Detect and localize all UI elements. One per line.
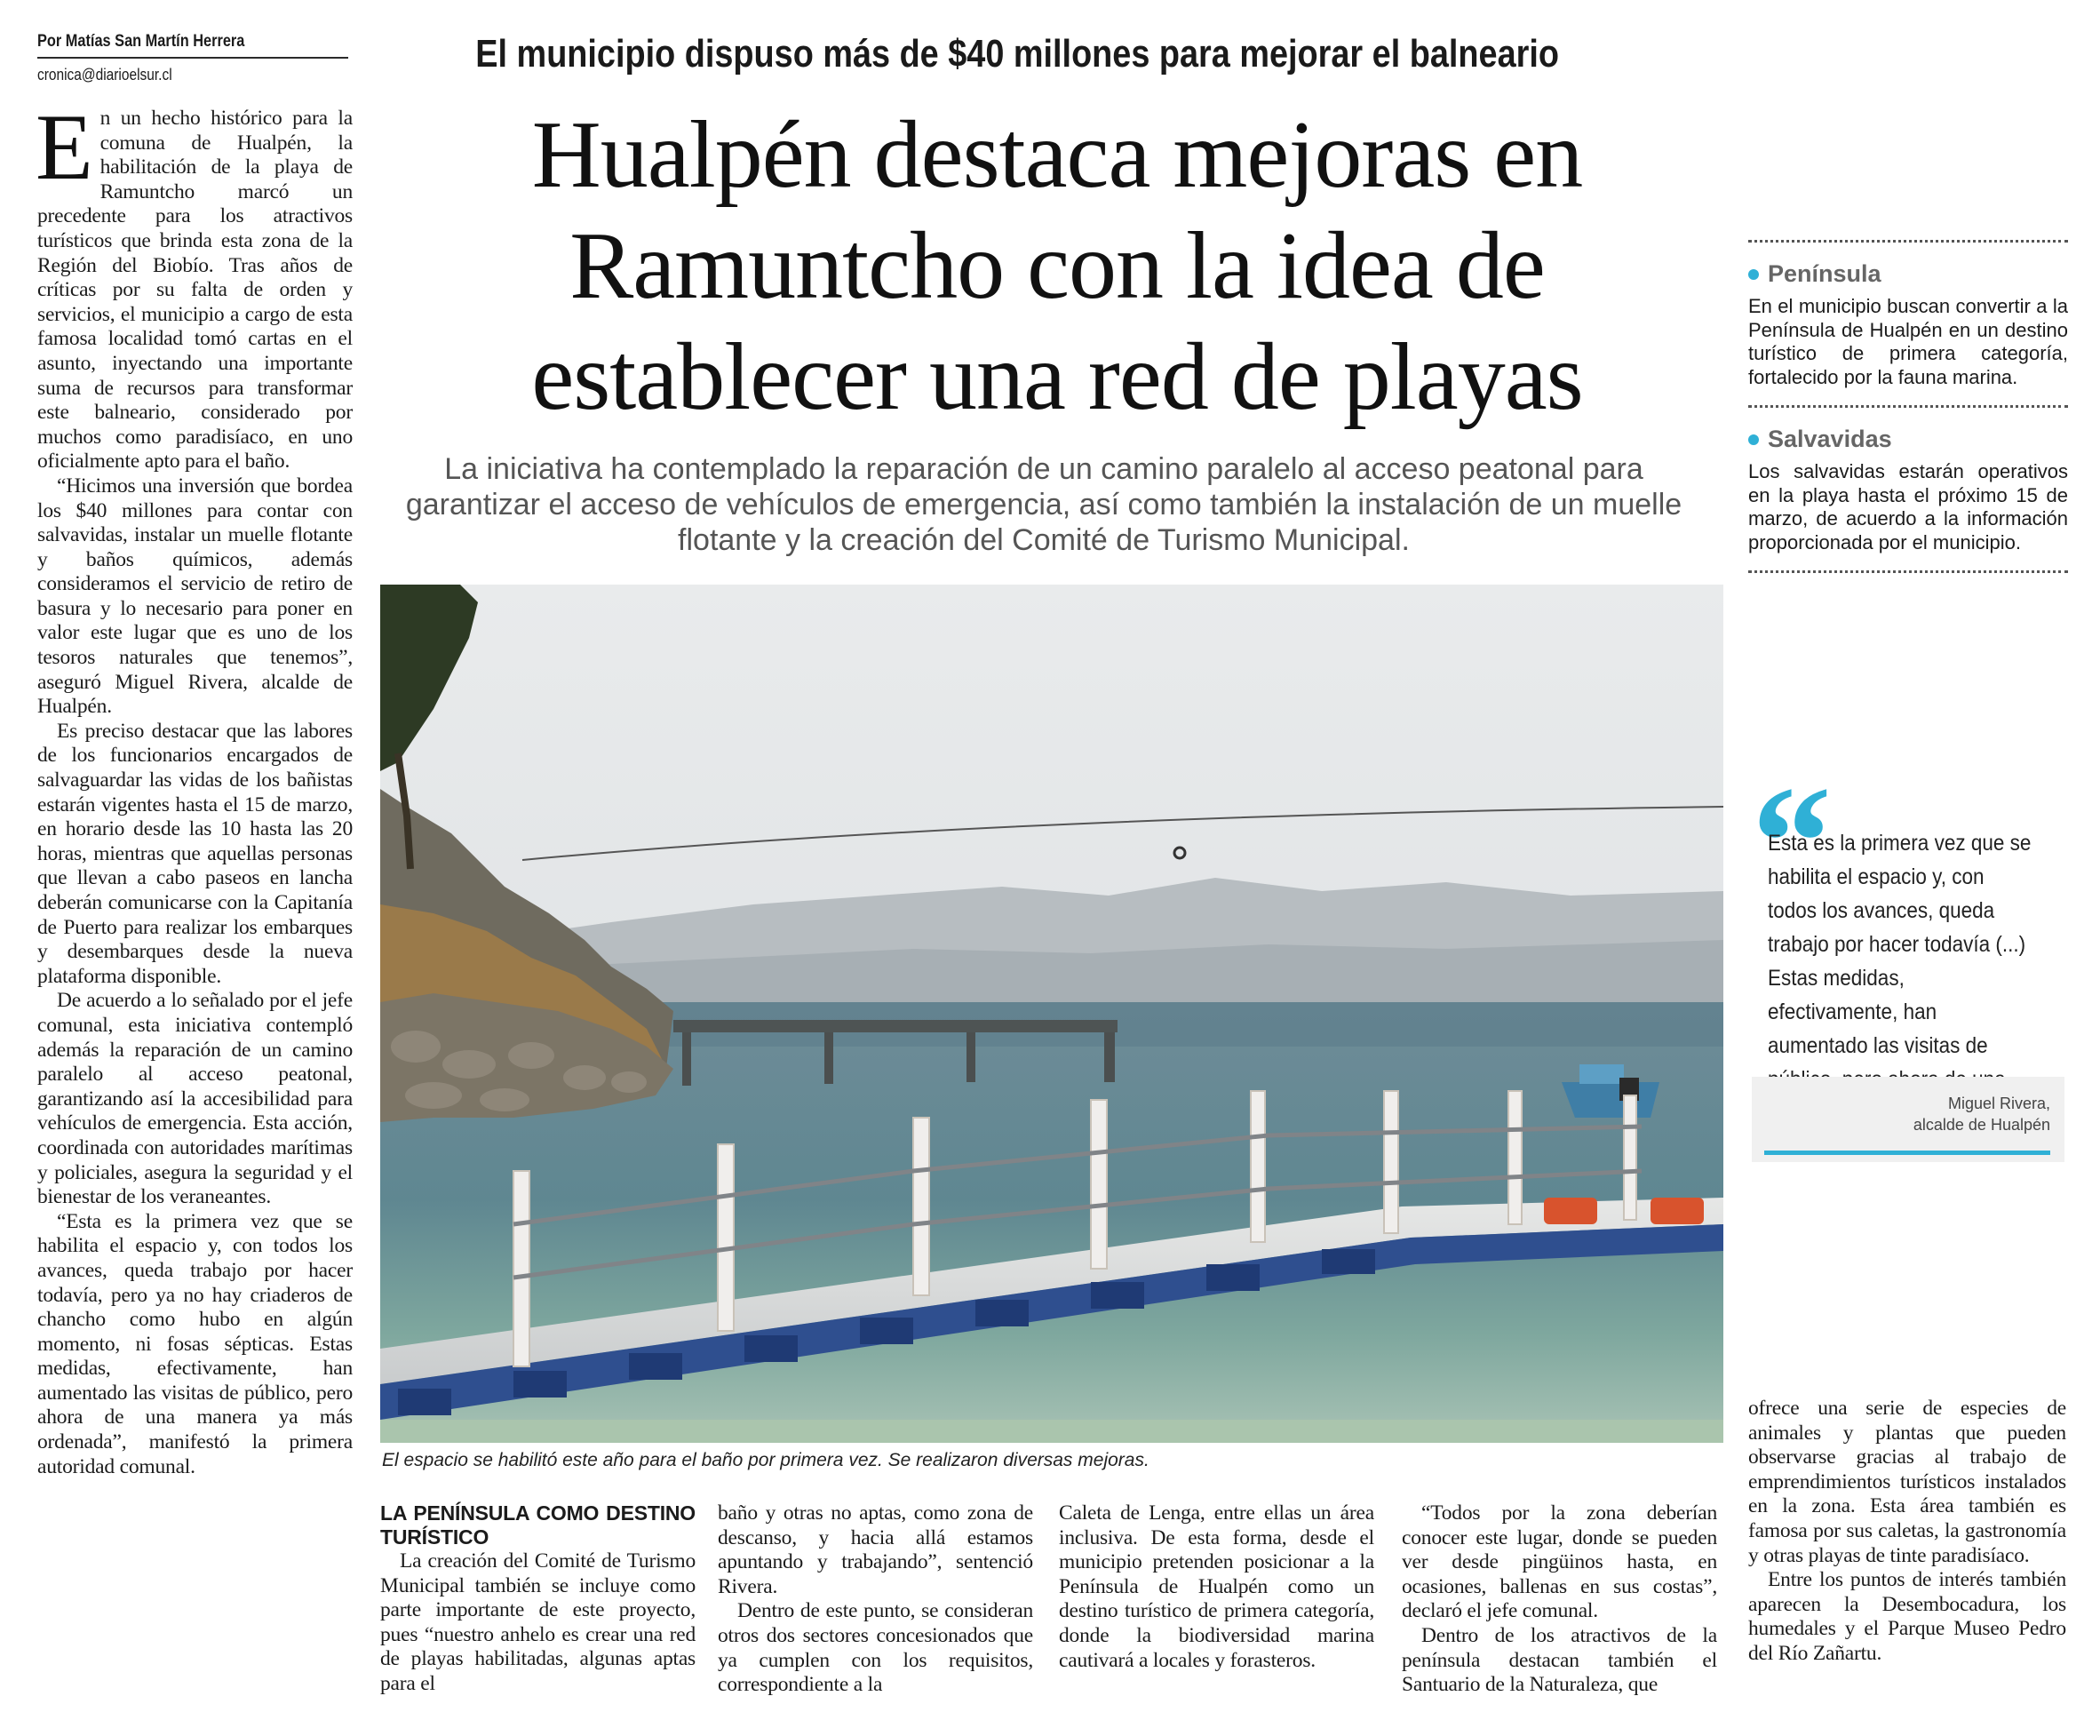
quote-text: Esta es la primera vez que se habilita el espacio y, con todos los avances, queda trabajo por hacer todavía (...) Estas medidas, efectivamente, han aumentado las visitas de <box>1768 831 2032 1058</box>
drop-cap: E <box>36 95 93 199</box>
headline-line: establecer una red de playas <box>531 324 1583 430</box>
paragraph: Caleta de Lenga, entre ellas un área inclusiva. De esta forma, desde el municipio pretenden posicionar a la Península de Hualpén como un destino turístico de primera categoría, donde la biodiversidad marina cautivará a locales y forasteros. <box>1059 1501 1374 1672</box>
bullet-icon <box>1748 434 1759 445</box>
paragraph: De acuerdo a lo señalado por el jefe comunal, esta iniciativa contempló además la reparación de un camino paralelo al acceso peatonal, garantizando así la accesibilidad para vehículos de emergencia. Esta acción, coordinada con autoridades marítimas y policiales, asegura la seguridad y el bienestar de los veraneantes. <box>37 989 353 1209</box>
paragraph: ofrece una serie de especies de animales y plantas que pueden observarse gracias al trabajo de emprendimientos turísticos instalados en la zona. Esta área también es famosa por sus caletas, la gastronomía y otras playas de tinte paradisíaco. <box>1748 1397 2066 1567</box>
paragraph: baño y otras no aptas, como zona de descanso, y hacia allá estamos apuntando y trabajando”, sentenció Rivera. <box>718 1501 1033 1598</box>
sidebar-text: En el municipio buscan convertir a la Península de Hualpén en un destino turístico de primera categoría, fortalecido por la fauna marina. <box>1748 295 2068 388</box>
quote-attribution <box>1752 1077 2064 1162</box>
paragraph: Entre los puntos de interés también aparecen la Desembocadura, los humedales y el Parque Museo Pedro del Río Zañartu. <box>1748 1568 2066 1665</box>
beach-photo <box>380 585 1723 1443</box>
accent-bar <box>1764 1151 2050 1155</box>
paragraph: “Todos por la zona deberían conocer este lugar, donde se pueden ver desde pingüinos hasta, en ocasiones, ballenas en sus costas”, declaró el jefe comunal. <box>1402 1501 1717 1623</box>
bullet-icon <box>1748 269 1759 280</box>
sidebar-text: Los salvavidas estarán operativos en la playa hasta el próximo 15 de marzo, de acuerdo a la información proporcionada por el municipio. <box>1748 460 2068 553</box>
author-email: cronica@diarioelsur.cl <box>37 66 172 84</box>
divider <box>1748 570 2068 573</box>
bottom-column-3 <box>1059 1501 1374 1673</box>
quote-mark-icon: “ <box>1752 753 1832 930</box>
paragraph: “Esta es la primera vez que se habilita el espacio y, con todos los avances, queda trabajo por hacer todavía, pero ya no hay criaderos de chancho como hubo en algún momento, ni fosas sépticas. Estas medidas, efectivamente, han aumentado las visitas de público, pero ahora de una manera ya más ordenada”, manifestó la primera autoridad comunal. <box>37 1209 353 1478</box>
lead-paragraph: En un hecho histórico para la comuna de Hualpén, la habilitación de la playa de Ramuntcho marcó un precedente para los atractivos turísticos que brinda esta zona de la Región del Biobío. Tras años de críticas por su falta de orden y servicios, el municipio a cargo de esta famosa localidad tomó cartas en el asunto, inyectando una importante suma de recursos para transformar este balneario, considerado por muchos como paradisíaco, en uno oficialmente apto para el baño. <box>36 95 353 474</box>
bottom-column-5 <box>1748 1397 2066 1667</box>
byline <box>37 32 348 84</box>
byline-rule <box>37 57 348 59</box>
sidebar-item-peninsula <box>1748 243 2068 405</box>
pull-quote <box>1752 753 2064 1164</box>
quote-author: Miguel Rivera, <box>1947 1095 2050 1112</box>
photo-caption: El espacio se habilitó este año para el baño por primera vez. Se realizaron diversas mejoras. <box>382 1450 1149 1470</box>
left-column <box>36 95 353 1724</box>
headline <box>364 100 1750 433</box>
kicker: El municipio dispuso más de $40 millones para mejorar el balneario <box>475 32 1559 76</box>
sidebar <box>1748 240 2068 573</box>
bottom-column-1 <box>380 1501 696 1697</box>
sidebar-title: Península <box>1748 260 2068 288</box>
quote-role: alcalde de Hualpén <box>1913 1116 2050 1134</box>
sidebar-item-salvavidas <box>1748 408 2068 570</box>
sidebar-title: Salvavidas <box>1748 426 2068 453</box>
paragraph: La creación del Comité de Turismo Municipal también se incluye como parte importante de este proyecto, pues “nuestro anhelo es crear una red de playas habilitadas, algunas aptas para el <box>380 1549 696 1695</box>
author-name: Por Matías San Martín Herrera <box>37 32 245 51</box>
headline-line: Hualpén destaca mejoras en <box>531 102 1583 208</box>
paragraph: Dentro de los atractivos de la península destacan también el Santuario de la Naturaleza, que <box>1402 1623 1717 1697</box>
standfirst: La iniciativa ha contemplado la reparación de un camino paralelo al acceso peatonal para garantizar el acceso de vehículos de emergencia, así como también la instalación de un muelle flotante y la creación del Comité de Turismo Municipal. <box>405 452 1682 557</box>
paragraph: Dentro de este punto, se consideran otros dos sectores concesionados que ya cumplen con los requisitos, correspondiente a la <box>718 1599 1033 1697</box>
paragraph: “Hicimos una inversión que bordea los $40 millones para contar con salvavidas, instalar un muelle flotante y baños químicos, además consideramos el servicio de retiro de basura y lo necesario para poner en valor este lugar que es uno de los tesoros naturales que tenemos”, aseguró Miguel Rivera, alcalde de Hualpén. <box>37 474 353 719</box>
headline-line: Ramuntcho con la idea de <box>569 213 1545 319</box>
bottom-column-2 <box>718 1501 1033 1698</box>
bottom-column-4 <box>1402 1501 1717 1698</box>
subhead: LA PENÍNSULA COMO DESTINO TURÍSTICO <box>380 1501 696 1549</box>
paragraph: Es preciso destacar que las labores de los funcionarios encargados de salvaguardar las vidas de los bañistas estarán vigentes hasta el 15 de marzo, en horario desde las 10 hasta las 20 horas, mientras que aquellas personas que llevan a cabo paseos en lancha deberán comunicarse con la Capitanía de Puerto para realizar los embarques y desembarques desde la nueva plataforma disponible. <box>37 719 353 988</box>
